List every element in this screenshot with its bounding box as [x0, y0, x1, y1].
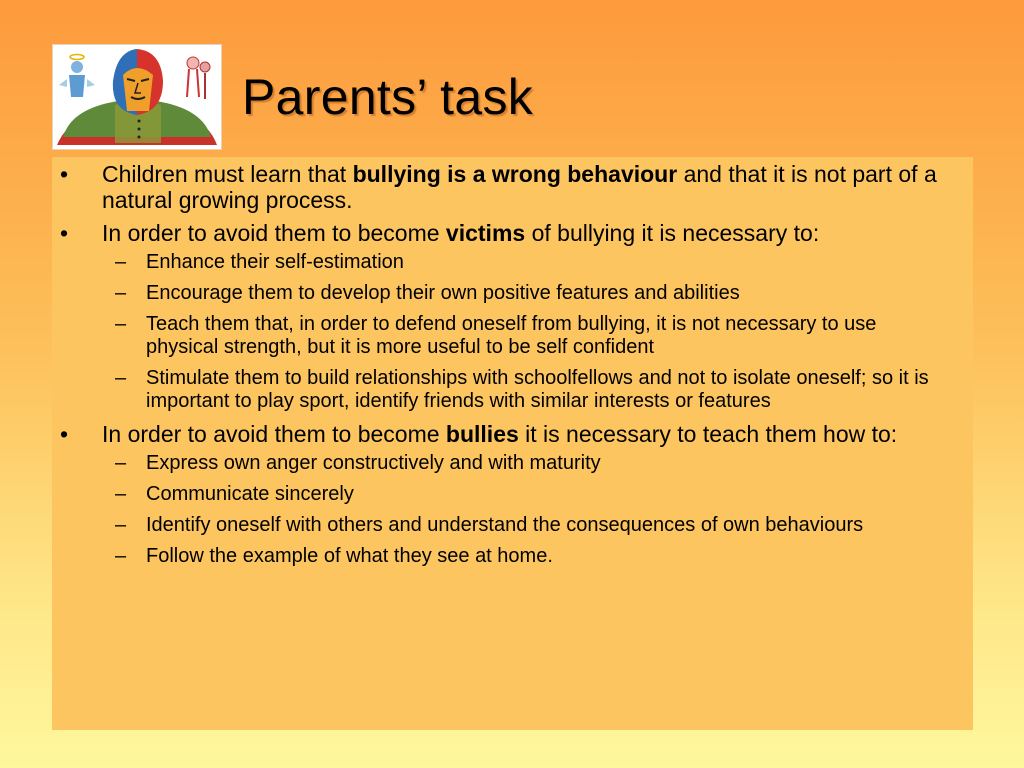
dash-marker: –: [115, 367, 127, 389]
bullet-text: In order to avoid them to become: [102, 220, 446, 246]
children-drawing-logo-icon: [52, 44, 222, 150]
bullet-text: of bullying it is necessary to:: [525, 220, 820, 246]
bullet-list: [52, 161, 953, 568]
sub-item-text: Follow the example of what they see at home.: [146, 545, 553, 567]
slide-title: Parents’ task: [242, 69, 534, 125]
sub-item-text: Encourage them to develop their own positive features and abilities: [146, 282, 740, 304]
bullet-text: it is necessary to teach them how to:: [518, 421, 898, 447]
sub-item-text: Teach them that, in order to defend oneself from bullying, it is not necessary to use physical strength, but it is more useful to be self confident: [146, 313, 877, 358]
bullet-marker: •: [60, 220, 69, 246]
bullet-text: Children must learn that: [102, 161, 353, 187]
sub-item: [102, 313, 953, 359]
bullet-text: and that it is not part of a natural growing process.: [102, 161, 937, 213]
dash-marker: –: [115, 251, 127, 273]
bullet-item: [52, 421, 953, 568]
dash-marker: –: [115, 313, 127, 335]
sub-item-text: Express own anger constructively and with maturity: [146, 452, 601, 474]
sub-item: [102, 483, 953, 506]
bullet-bold-text: bullying is a wrong behaviour: [352, 161, 678, 187]
sub-item: [102, 251, 953, 274]
sub-item: [102, 282, 953, 305]
sub-item: [102, 367, 953, 413]
content-box: [52, 157, 973, 730]
bullet-bold-text: victims: [445, 220, 526, 246]
dash-marker: –: [115, 282, 127, 304]
sub-item: [102, 452, 953, 475]
bullet-item: [52, 220, 953, 413]
dash-marker: –: [115, 545, 127, 567]
bullet-bold-text: bullies: [445, 421, 519, 447]
sub-item-text: Stimulate them to build relationships with schoolfellows and not to isolate oneself; so it is important to play sport, identify friends with similar interests or features: [146, 367, 929, 412]
sub-item-text: Enhance their self-estimation: [146, 251, 404, 273]
sub-item-text: Communicate sincerely: [146, 483, 354, 505]
dash-marker: –: [115, 514, 127, 536]
sub-list: [102, 251, 953, 413]
sub-item: [102, 514, 953, 537]
dash-marker: –: [115, 452, 127, 474]
bullet-marker: •: [60, 421, 69, 447]
sub-list: [102, 452, 953, 568]
bullet-marker: •: [60, 161, 69, 187]
sub-item: [102, 545, 953, 568]
dash-marker: –: [115, 483, 127, 505]
sub-item-text: Identify oneself with others and understand the consequences of own behaviours: [146, 514, 864, 536]
bullet-text: In order to avoid them to become: [102, 421, 446, 447]
bullet-item: [52, 161, 953, 213]
